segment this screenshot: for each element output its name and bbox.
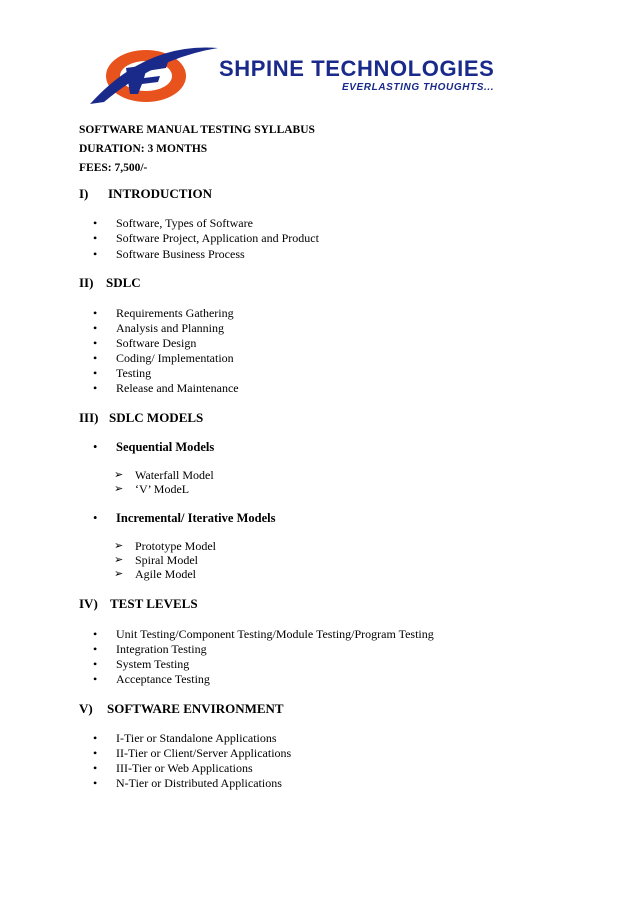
brand-tagline: EVERLASTING THOUGHTS... bbox=[342, 82, 495, 93]
bullet-icon: • bbox=[93, 627, 98, 641]
bullet-icon: • bbox=[93, 657, 98, 671]
bullet-icon: • bbox=[93, 440, 98, 454]
brand-name: SHPINE TECHNOLOGIES bbox=[219, 56, 495, 81]
bullet-icon: • bbox=[93, 336, 98, 350]
section-title: SDLC MODELS bbox=[109, 410, 204, 425]
section-heading bbox=[79, 596, 198, 612]
section-title: INTRODUCTION bbox=[108, 186, 213, 201]
section-number: IV) bbox=[79, 596, 98, 611]
syllabus-title: SOFTWARE MANUAL TESTING SYLLABUS bbox=[79, 124, 315, 136]
bullet-icon: • bbox=[93, 351, 98, 365]
bullet-icon: • bbox=[93, 746, 98, 760]
bullet-icon: • bbox=[93, 761, 98, 775]
bullet-icon: • bbox=[93, 366, 98, 380]
bullet-icon: • bbox=[93, 247, 98, 261]
section-title: SOFTWARE ENVIRONMENT bbox=[107, 701, 284, 716]
bullet-icon: • bbox=[93, 511, 98, 525]
logo-emblem-icon bbox=[86, 38, 226, 114]
section-number: V) bbox=[79, 701, 93, 716]
bullet-icon: • bbox=[93, 306, 98, 320]
bullet-icon: • bbox=[93, 321, 98, 335]
arrow-bullet-icon: ➢ bbox=[114, 540, 124, 552]
duration-line: DURATION: 3 MONTHS bbox=[79, 143, 208, 155]
section-heading bbox=[79, 275, 141, 291]
section-number: I) bbox=[79, 186, 89, 201]
arrow-bullet-icon: ➢ bbox=[114, 469, 124, 481]
fees-line: FEES: 7,500/- bbox=[79, 162, 148, 174]
bullet-icon: • bbox=[93, 776, 98, 790]
section-heading bbox=[79, 701, 284, 717]
arrow-bullet-icon: ➢ bbox=[114, 483, 124, 495]
arrow-bullet-icon: ➢ bbox=[114, 554, 124, 566]
bullet-icon: • bbox=[93, 672, 98, 686]
section-number: III) bbox=[79, 410, 99, 425]
bullet-icon: • bbox=[93, 216, 98, 230]
company-logo bbox=[86, 38, 526, 114]
section-title: TEST LEVELS bbox=[110, 596, 198, 611]
bullet-icon: • bbox=[93, 231, 98, 245]
section-heading bbox=[79, 186, 213, 202]
section-title: SDLC bbox=[106, 275, 141, 290]
bullet-icon: • bbox=[93, 381, 98, 395]
section-number: II) bbox=[79, 275, 94, 290]
bullet-icon: • bbox=[93, 642, 98, 656]
document-page: SHPINE TECHNOLOGIES EVERLASTING THOUGHTS... SOFTWARE MANUAL TESTING SYLLABUS DURATION: 3 MONTHS FEES: 7,500/- I) INTRODUCTION • Software, Types of Software • Software Project, Application and Product • Software Business Process II) SDLC • Requirements Gathering • Analysis and Planning • Software Design • Coding/ Implementation • Testing • Release and Maintenance III) SDLC MODELS • Sequential Models ➢ Waterfall Model ➢ ‘V’ ModeL • Incremental/ Iterative Models ➢ Prototype Model ➢ Spiral Model ➢ Agile Model IV) TEST LEVELS • Unit Testing/Component Testing/Module Testing/Program Testing • Integration Testing • System Testing • Acceptance Testing V) SOFTWARE ENVIRONMENT • I-Tier or Standalone Applications • II-Tier or Client/Server Applications • III-Tier or Web Applications • N-Tier or Distributed Applications bbox=[0, 0, 638, 903]
arrow-bullet-icon: ➢ bbox=[114, 568, 124, 580]
section-heading bbox=[79, 410, 204, 426]
bullet-icon: • bbox=[93, 731, 98, 745]
